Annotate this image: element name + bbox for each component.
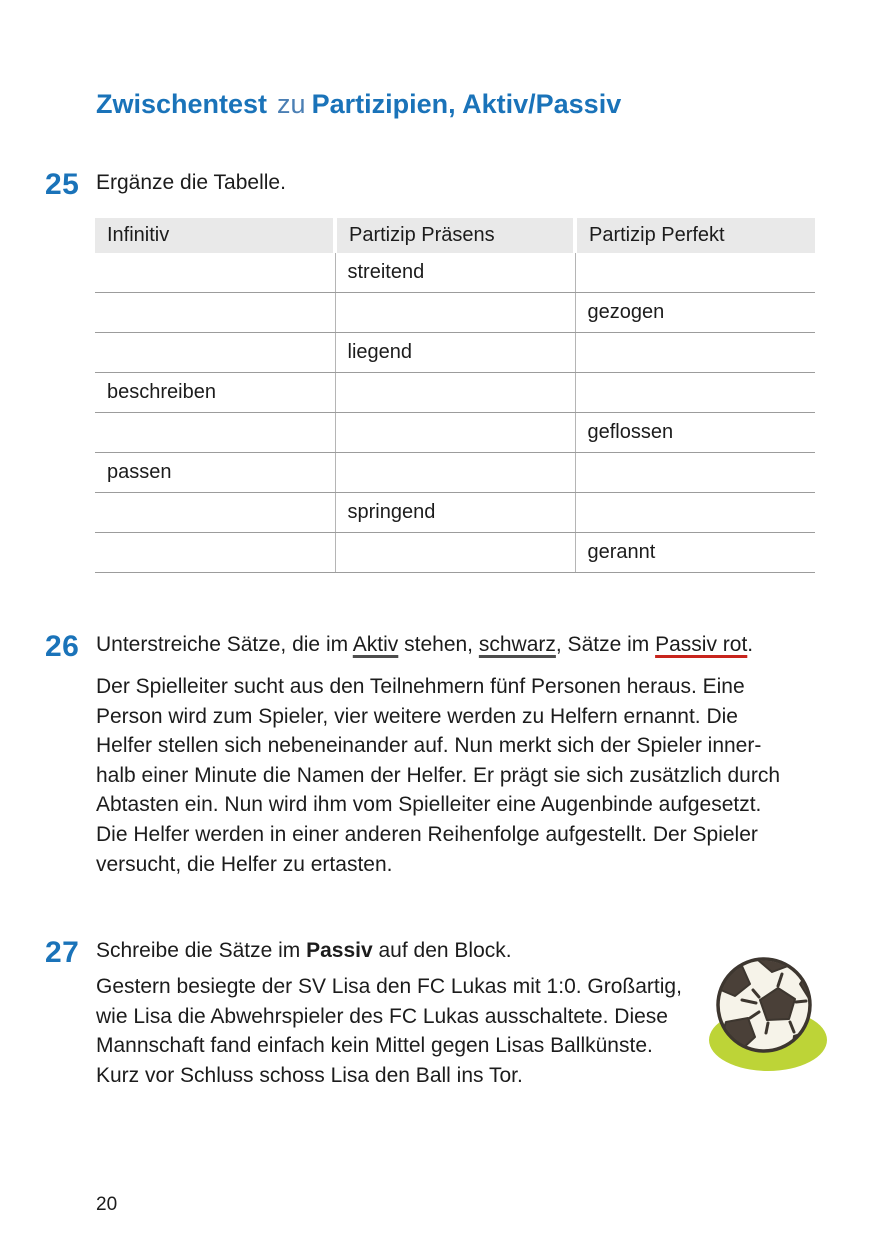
title-part2: Partizipien, Aktiv/Passiv	[311, 89, 622, 119]
underlined-word-schwarz: schwarz	[478, 633, 556, 656]
bold-word-passiv: Passiv	[306, 939, 373, 962]
table-cell	[575, 333, 815, 373]
table-cell	[95, 333, 335, 373]
table-cell	[95, 533, 335, 573]
table-cell: springend	[335, 493, 575, 533]
underlined-words-passiv-rot: Passiv rot	[655, 633, 748, 656]
table-cell: passen	[95, 453, 335, 493]
instruction-text: stehen,	[398, 633, 479, 656]
table-cell	[335, 453, 575, 493]
paragraph-line: wie Lisa die Abwehrspieler des FC Lukas ausschaltete. Diese	[96, 1004, 668, 1028]
table-cell	[95, 293, 335, 333]
exercise-25-instruction: Ergänze die Tabelle.	[96, 171, 286, 194]
table-cell: gezogen	[575, 293, 815, 333]
table-row	[95, 333, 815, 373]
participle-table	[95, 218, 815, 573]
paragraph-line: Helfer stellen sich nebeneinander auf. Nun merkt sich der Spieler inner-	[96, 734, 762, 758]
instruction-text: , Sätze im	[555, 633, 656, 656]
paragraph-line: Mannschaft fand einfach kein Mittel gegen Lisas Ballkünste.	[96, 1034, 653, 1058]
table-cell	[335, 373, 575, 413]
table-row	[95, 253, 815, 293]
table-row	[95, 453, 815, 493]
table-cell: streitend	[335, 253, 575, 293]
exercise-26-instruction	[96, 633, 753, 657]
table-row	[95, 533, 815, 573]
table-cell	[95, 493, 335, 533]
table-cell: geflossen	[575, 413, 815, 453]
underlined-word-aktiv: Aktiv	[352, 633, 399, 656]
paragraph-line: Die Helfer werden in einer anderen Reihenfolge aufgestellt. Der Spieler	[96, 822, 758, 846]
paragraph-line: versucht, die Helfer zu ertasten.	[96, 852, 393, 876]
paragraph-line: Abtasten ein. Nun wird ihm vom Spielleiter eine Augenbinde aufgesetzt.	[96, 793, 762, 817]
exercise-27-number: 27	[45, 936, 80, 969]
exercise-26-paragraph	[96, 672, 780, 879]
table-cell: beschreiben	[95, 373, 335, 413]
column-header-partizip-perfekt: Partizip Perfekt	[575, 218, 815, 253]
soccer-ball-icon	[698, 944, 842, 1078]
table-cell	[95, 253, 335, 293]
table-cell	[335, 533, 575, 573]
table-cell	[335, 413, 575, 453]
table-cell	[95, 413, 335, 453]
table-row	[95, 373, 815, 413]
table-row	[95, 293, 815, 333]
page-number: 20	[96, 1194, 118, 1215]
exercise-27-instruction	[96, 939, 512, 963]
table-cell: liegend	[335, 333, 575, 373]
paragraph-line: halb einer Minute die Namen der Helfer. Er prägt sie sich zusätzlich durch	[96, 763, 780, 787]
table-header-row	[95, 218, 815, 253]
table-row	[95, 413, 815, 453]
title-connector: zu	[277, 89, 306, 119]
column-header-partizip-praesens: Partizip Präsens	[335, 218, 575, 253]
exercise-26-number: 26	[45, 630, 80, 663]
paragraph-line: Kurz vor Schluss schoss Lisa den Ball ins Tor.	[96, 1063, 523, 1087]
title-part1: Zwischentest	[96, 89, 268, 119]
paragraph-line: Person wird zum Spieler, vier weitere werden zu Helfern ernannt. Die	[96, 704, 738, 728]
exercise-27-paragraph	[96, 972, 682, 1090]
instruction-text: auf den Block.	[372, 939, 512, 962]
table-cell	[575, 453, 815, 493]
paragraph-line: Gestern besiegte der SV Lisa den FC Lukas mit 1:0. Großartig,	[96, 975, 682, 998]
column-header-infinitiv: Infinitiv	[95, 218, 335, 253]
table-cell	[575, 373, 815, 413]
table-cell	[575, 253, 815, 293]
paragraph-line: Der Spielleiter sucht aus den Teilnehmern fünf Personen heraus. Eine	[96, 675, 745, 698]
soccer-ball-illustration	[698, 944, 842, 1078]
table-cell	[575, 493, 815, 533]
instruction-text: Schreibe die Sätze im	[96, 939, 307, 962]
instruction-text: .	[747, 633, 754, 656]
exercise-25-number: 25	[45, 168, 80, 201]
table-row	[95, 493, 815, 533]
instruction-text: Unterstreiche Sätze, die im	[96, 633, 353, 656]
table-cell	[335, 293, 575, 333]
table-cell: gerannt	[575, 533, 815, 573]
page-title	[96, 88, 621, 120]
